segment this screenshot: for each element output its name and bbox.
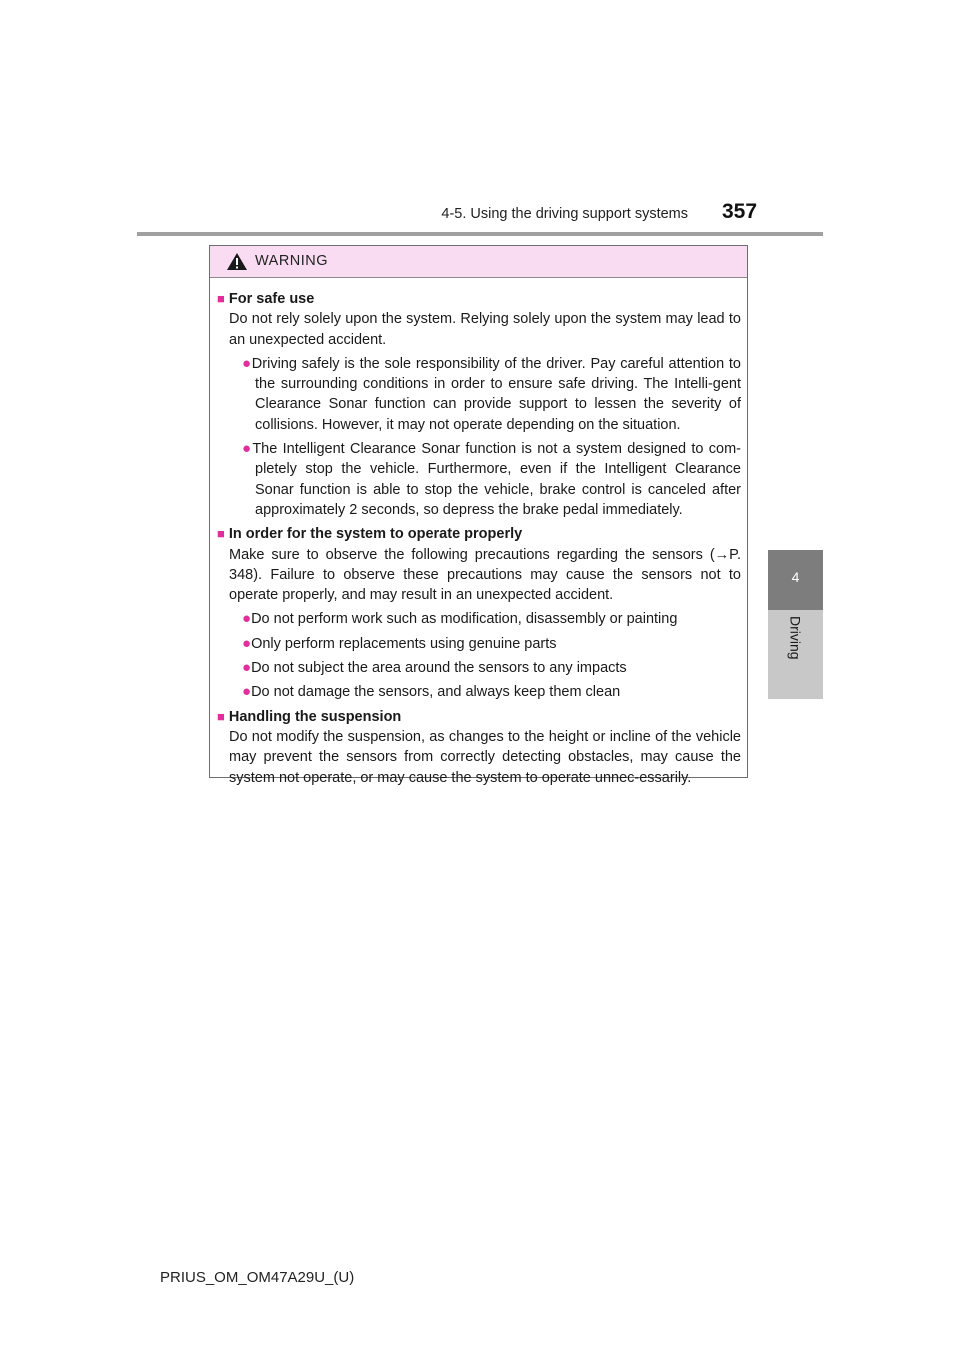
bullet-item	[242, 658, 741, 678]
section-operate-properly	[217, 524, 741, 702]
square-bullet-icon: ■	[217, 708, 225, 724]
dot-bullet-icon: ●	[242, 610, 252, 628]
dot-bullet-icon: ●	[242, 354, 252, 372]
section-heading: 4-5. Using the driving support systems	[441, 206, 688, 222]
section-title-text: Handling the suspension	[228, 708, 402, 725]
bullet-text: Driving safely is the sole responsibility of the driver. Pay careful attention to the surrounding conditions in order to ensure safe driving. The Intelli-gent Clearance Sonar function can provide support to lessen the severity of collisions. However, it may not operate depending on the situation.	[251, 355, 741, 433]
dot-bullet-icon: ●	[242, 659, 252, 677]
dot-bullet-icon: ●	[242, 440, 253, 458]
header-divider	[137, 232, 823, 236]
bullet-item	[242, 439, 741, 520]
section-suspension	[217, 707, 741, 788]
bullet-item	[242, 682, 741, 702]
dot-bullet-icon: ●	[242, 683, 252, 701]
section-title-text: In order for the system to operate properly	[228, 526, 523, 543]
section-title	[217, 289, 741, 309]
warning-box	[209, 245, 748, 786]
bullet-text: The Intelligent Clearance Sonar function is not a system designed to com-pletely stop the vehicle. Furthermore, even if the Intelligent Clearance Sonar function is able to stop the vehicle, brake control is canceled after approximately 2 seconds, so depress the brake pedal immediately.	[252, 441, 741, 518]
warning-title: WARNING	[255, 253, 329, 269]
chapter-tab	[768, 550, 823, 610]
bullet-text: Only perform replacements using genuine parts	[251, 635, 557, 652]
section-paragraph: Do not rely solely upon the system. Relying solely upon the system may lead to an unexpected accident.	[229, 311, 741, 348]
bullet-text: Do not perform work such as modification, disassembly or painting	[251, 611, 678, 628]
section-paragraph: Make sure to observe the following precautions regarding the sensors (→P. 348). Failure to observe these precautions may cause the sensors not to operate properly, and may result in an unexpected accident.	[229, 546, 741, 604]
bullet-text: Do not subject the area around the sensors to any impacts	[251, 660, 627, 677]
warning-body	[210, 278, 747, 788]
warning-header	[210, 246, 747, 278]
page-number: 357	[722, 200, 758, 223]
bullet-item	[242, 634, 741, 654]
chapter-label: Driving	[787, 616, 804, 660]
square-bullet-icon: ■	[217, 526, 225, 542]
section-title	[217, 524, 741, 544]
warning-triangle-icon	[226, 252, 248, 271]
bullet-text: Do not damage the sensors, and always keep them clean	[251, 684, 621, 701]
bullet-item	[242, 609, 741, 629]
bullet-item	[242, 354, 741, 435]
dot-bullet-icon: ●	[242, 634, 252, 652]
section-title	[217, 707, 741, 727]
document-code: PRIUS_OM_OM47A29U_(U)	[160, 1269, 355, 1286]
square-bullet-icon: ■	[217, 291, 225, 306]
section-safe-use	[217, 289, 741, 520]
chapter-number: 4	[791, 569, 800, 585]
section-paragraph: Do not modify the suspension, as changes to the height or incline of the vehicle may prevent the sensors from correctly detecting obstacles, may cause the system not operate, or may cause the system to operate unnec-essarily.	[229, 728, 741, 786]
section-title-text: For safe use	[228, 291, 315, 307]
